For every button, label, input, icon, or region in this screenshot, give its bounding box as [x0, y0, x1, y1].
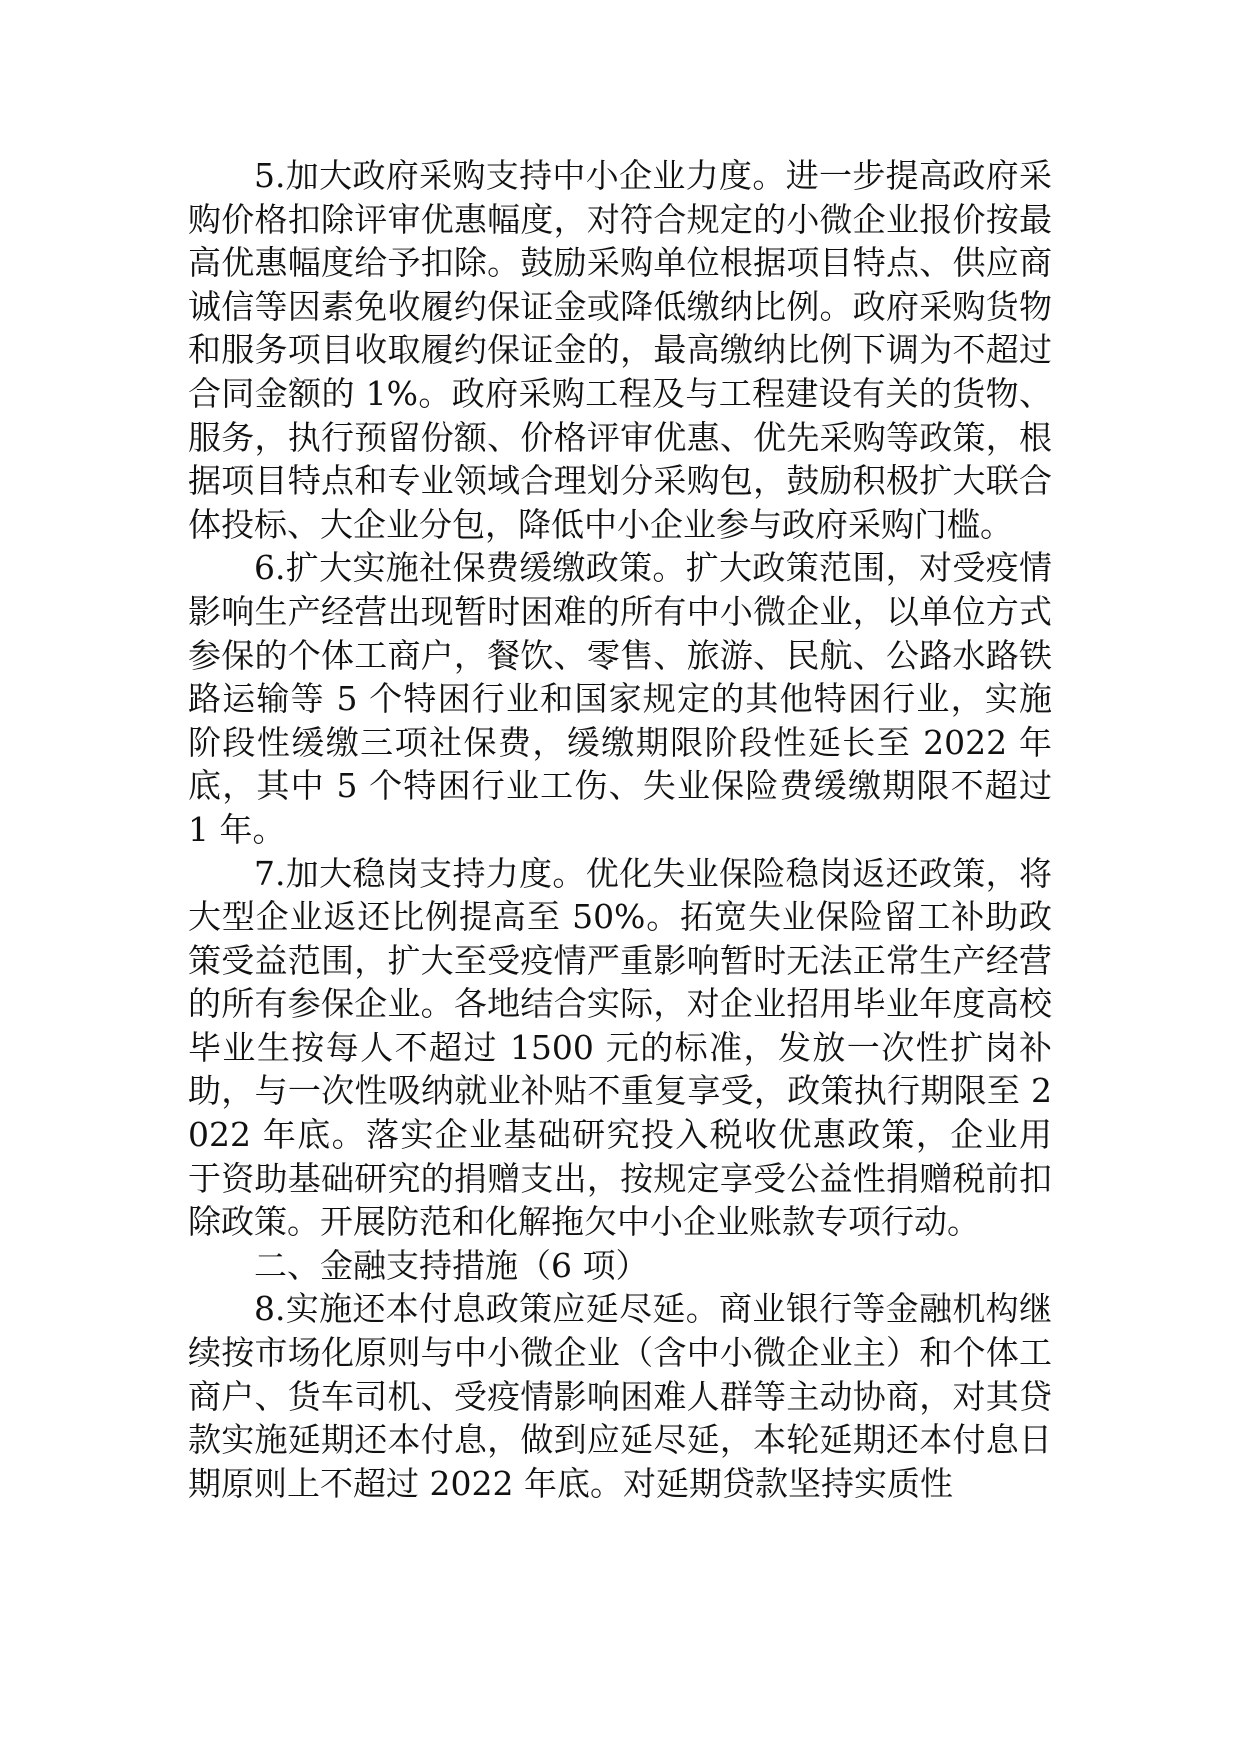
paragraph-item-6: 6.扩大实施社保费缓缴政策。扩大政策范围，对受疫情影响生产经营出现暂时困难的所有中小微企业，以单位方式参保的个体工商户，餐饮、零售、旅游、民航、公路水路铁路运输等 5 个特困行业和国家规定的其他特困行业，实施阶段性缓缴三项社保费，缓缴期限阶段性延长至 2022 年底，其中 5 个特困行业工伤、失业保险费缓缴期限不超过 1 年。 — [188, 548, 1052, 849]
document-body — [188, 154, 1052, 1505]
section-heading-financial-support: 二、金融支持措施（6 项） — [254, 1245, 649, 1285]
paragraph-item-7: 7.加大稳岗支持力度。优化失业保险稳岗返还政策，将大型企业返还比例提高至 50%。拓宽失业保险留工补助政策受益范围，扩大至受疫情严重影响暂时无法正常生产经营的所有参保企业。各地结合实际，对企业招用毕业年度高校毕业生按每人不超过 1500 元的标准，发放一次性扩岗补助，与一次性吸纳就业补贴不重复享受，政策执行期限至 2022 年底。落实企业基础研究投入税收优惠政策，企业用于资助基础研究的捐赠支出，按规定享受公益性捐赠税前扣除政策。开展防范和化解拖欠中小企业账款专项行动。 — [188, 853, 1052, 1242]
paragraph-item-8: 8.实施还本付息政策应延尽延。商业银行等金融机构继续按市场化原则与中小微企业（含中小微企业主）和个体工商户、货车司机、受疫情影响困难人群等主动协商，对其贷款实施延期还本付息，做到应延尽延，本轮延期还本付息日期原则上不超过 2022 年底。对延期贷款坚持实质性 — [188, 1289, 1052, 1503]
paragraph-item-5: 5.加大政府采购支持中小企业力度。进一步提高政府采购价格扣除评审优惠幅度，对符合规定的小微企业报价按最高优惠幅度给予扣除。鼓励采购单位根据项目特点、供应商诚信等因素免收履约保证金或降低缴纳比例。政府采购货物和服务项目收取履约保证金的，最高缴纳比例下调为不超过合同金额的 1%。政府采购工程及与工程建设有关的货物、服务，执行预留份额、价格评审优惠、优先采购等政策，根据项目特点和专业领域合理划分采购包，鼓励积极扩大联合体投标、大企业分包，降低中小企业参与政府采购门槛。 — [188, 156, 1052, 544]
